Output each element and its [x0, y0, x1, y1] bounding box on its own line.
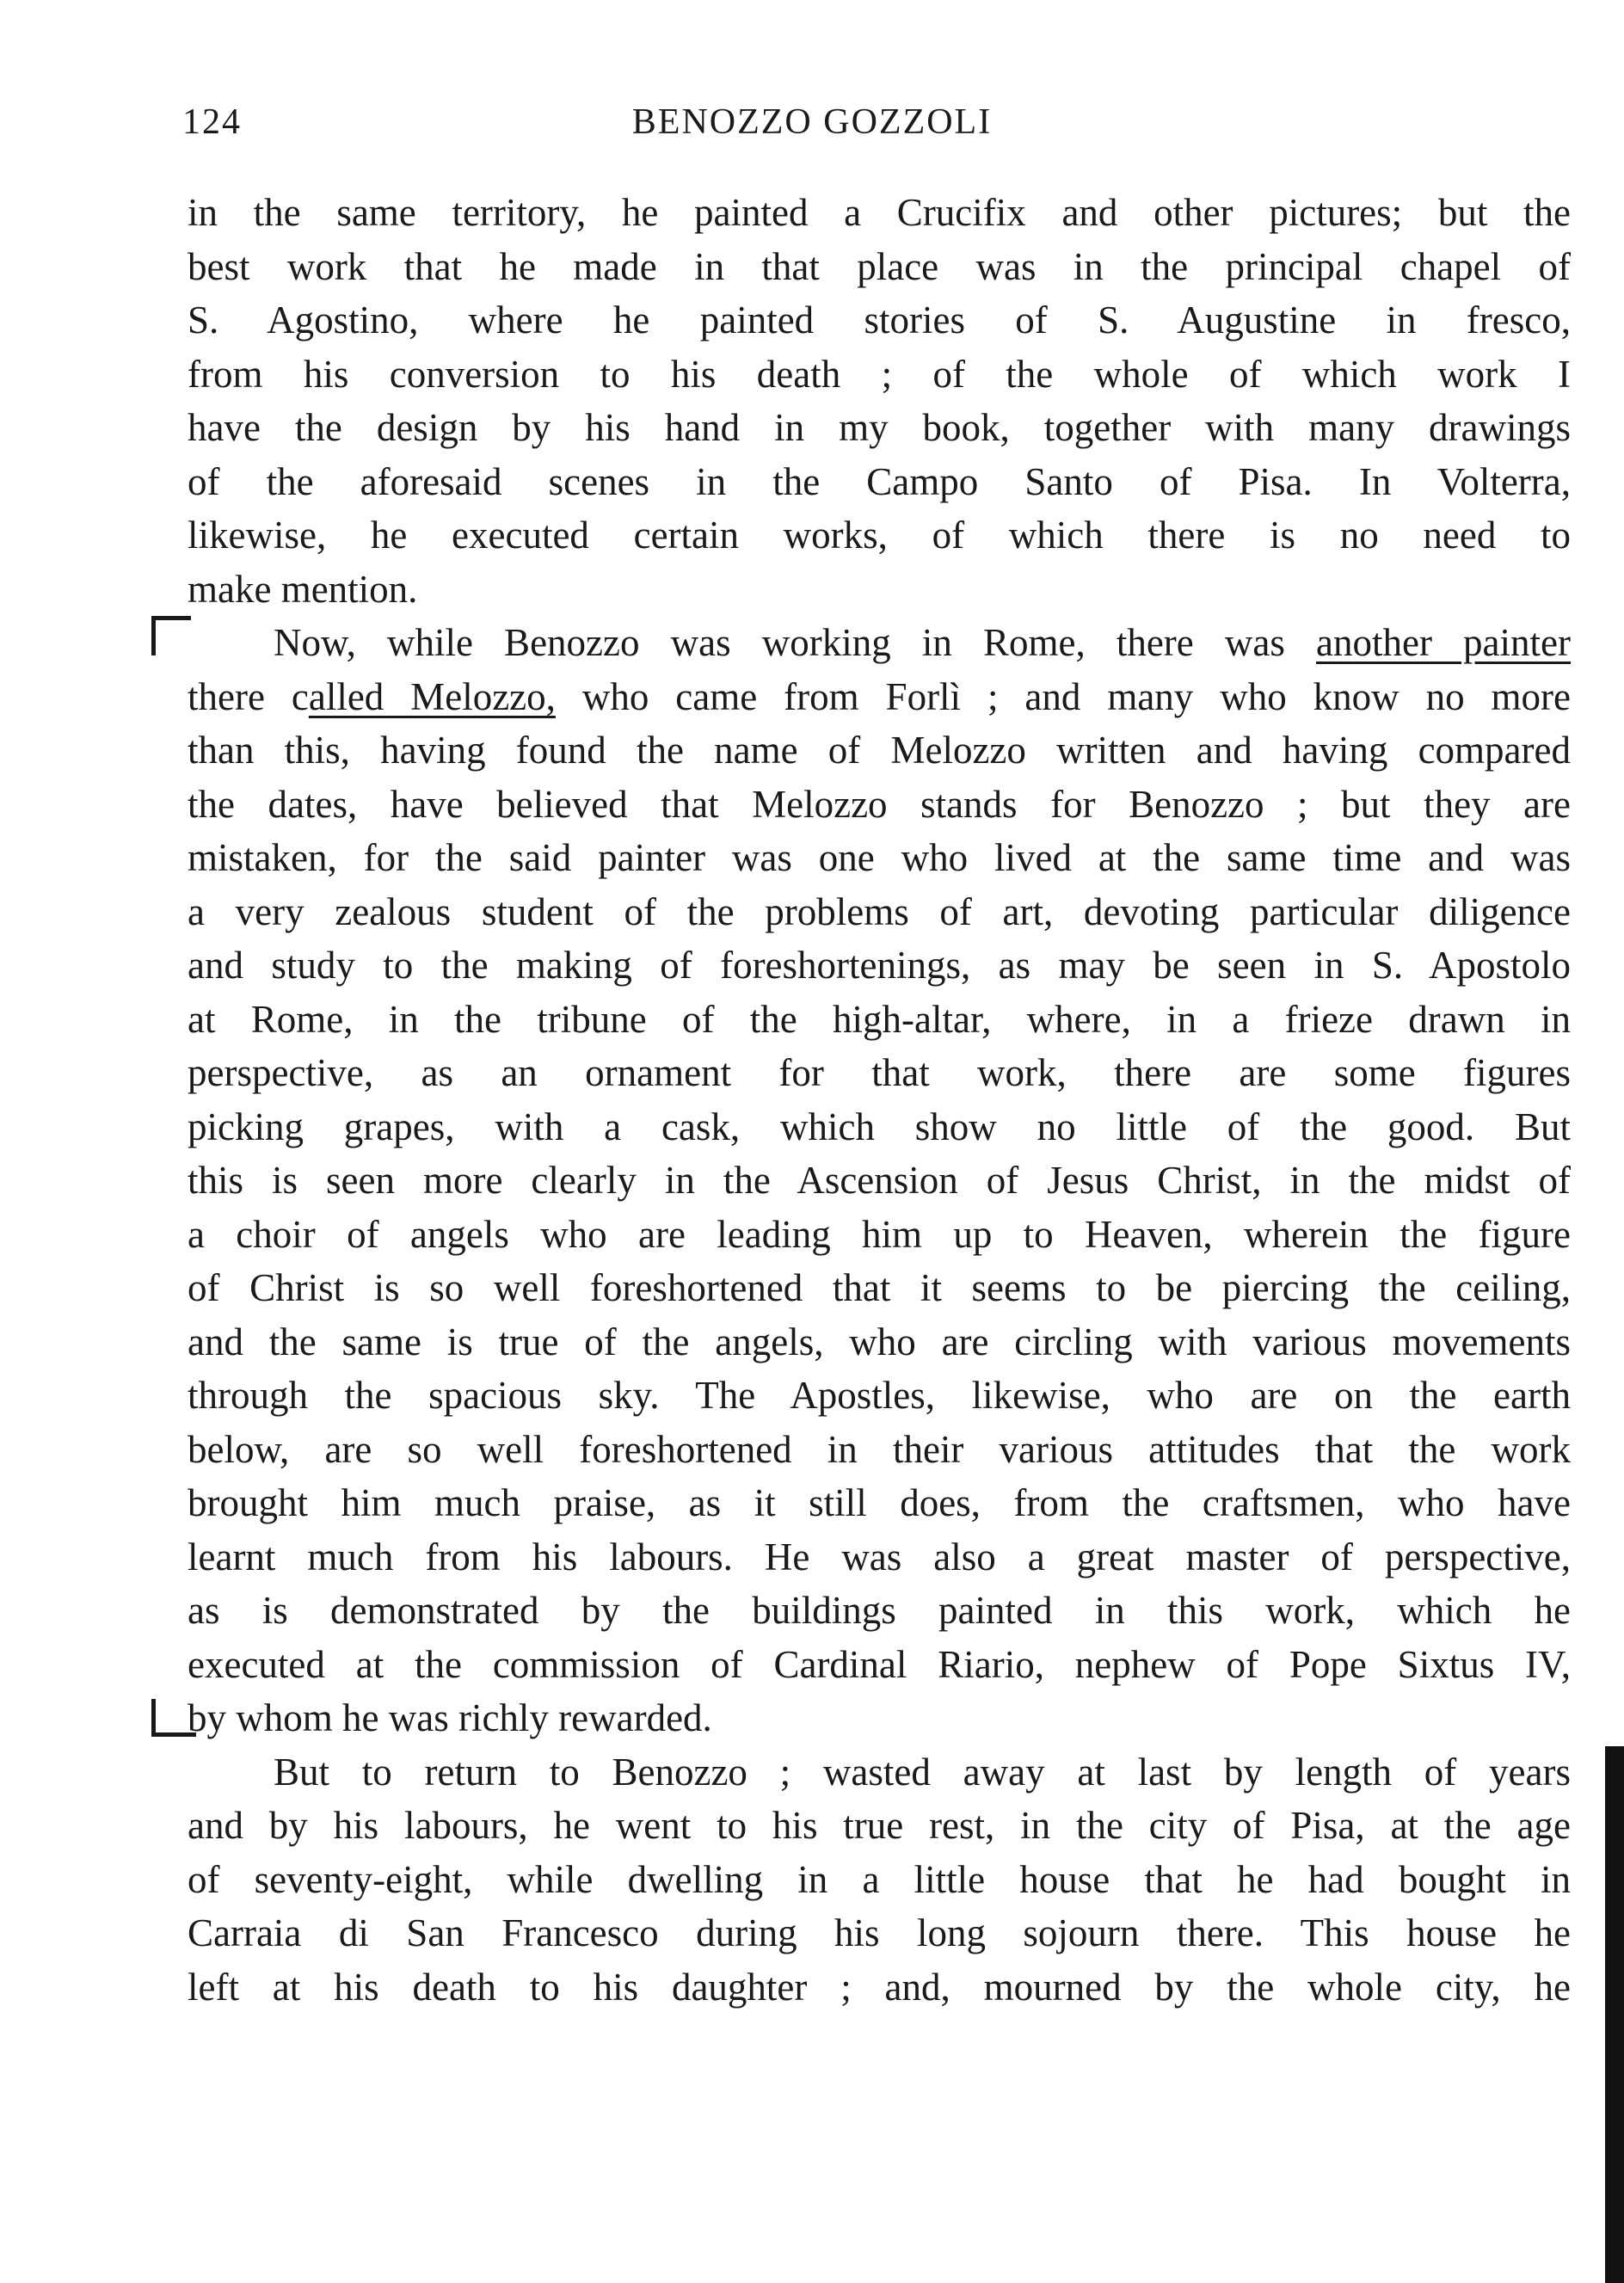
- text-line: than this, having found the name of Melozzo written and having compared: [188, 729, 1571, 772]
- text-line: But to return to Benozzo ; wasted away at last by length of years: [274, 1750, 1571, 1794]
- text-line: as is demonstrated by the buildings painted in this work, which he: [188, 1589, 1571, 1632]
- text-line: a very zealous student of the problems of art, devoting particular diligence: [188, 889, 1571, 933]
- text-line: and by his labours, he went to his true rest, in the city of Pisa, at the age: [188, 1804, 1571, 1847]
- running-head: BENOZZO GOZZOLI: [631, 102, 993, 142]
- text-line: of Christ is so well foreshortened that it seems to be piercing the ceiling,: [188, 1266, 1571, 1309]
- page-number: 124: [182, 102, 242, 142]
- text-line: mistaken, for the said painter was one who lived at the same time and was: [188, 836, 1571, 879]
- text-line: in the same territory, he painted a Crucifix and other pictures; but the: [188, 191, 1571, 234]
- text-line: likewise, he executed certain works, of which there is no need to: [188, 514, 1571, 557]
- text-line: of the aforesaid scenes in the Campo Santo of Pisa. In Volterra,: [188, 459, 1571, 503]
- text-line: have the design by his hand in my book, together with many drawings: [188, 406, 1571, 449]
- page-header: [0, 102, 1624, 153]
- text-line: and the same is true of the angels, who are circling with various movements: [188, 1320, 1571, 1363]
- text-line: through the spacious sky. The Apostles, likewise, who are on the earth: [188, 1374, 1571, 1417]
- text-line: brought him much praise, as it still does, from the craftsmen, who have: [188, 1481, 1571, 1524]
- text-segment: Now, while Benozzo was working in Rome, there was: [274, 621, 1316, 664]
- text-line: make mention.: [188, 567, 418, 611]
- text-line: below, are so well foreshortened in their various attitudes that the work: [188, 1427, 1571, 1471]
- text-line: from his conversion to his death ; of the whole of which work I: [188, 352, 1571, 396]
- text-line: learnt much from his labours. He was also a great master of perspective,: [188, 1535, 1571, 1578]
- text-line: Carraia di San Francesco during his long sojourn there. This house he: [188, 1911, 1571, 1954]
- underlined-text: another painter: [1316, 621, 1571, 664]
- text-segment: who came from Forlì ; and many who know no more: [555, 674, 1571, 718]
- text-line: picking grapes, with a cask, which show no little of the good. But: [188, 1105, 1571, 1148]
- text-line: and study to the making of foreshortenings, as may be seen in S. Apostolo: [188, 944, 1571, 987]
- margin-bracket-open-mark: [151, 616, 191, 655]
- text-line-annotated: [188, 670, 1571, 724]
- underlined-text: alled Melozzo,: [308, 674, 556, 718]
- text-line: the dates, have believed that Melozzo stands for Benozzo ; but they are: [188, 782, 1571, 826]
- text-line: left at his death to his daughter ; and, mourned by the whole city, he: [188, 1965, 1571, 2009]
- text-line: of seventy-eight, while dwelling in a little house that he had bought in: [188, 1857, 1571, 1901]
- text-line: at Rome, in the tribune of the high-altar, where, in a frieze drawn in: [188, 997, 1571, 1041]
- text-line: this is seen more clearly in the Ascension of Jesus Christ, in the midst of: [188, 1159, 1571, 1202]
- text-line: S. Agostino, where he painted stories of S. Augustine in fresco,: [188, 298, 1571, 342]
- text-line: best work that he made in that place was in the principal chapel of: [188, 244, 1571, 288]
- text-line-annotated: [188, 616, 1571, 670]
- scan-edge-shadow: [1605, 1746, 1624, 2283]
- body-text: [188, 186, 1571, 2014]
- text-line: perspective, as an ornament for that work, there are some figures: [188, 1051, 1571, 1094]
- margin-bracket-close-mark: [151, 1699, 196, 1737]
- text-segment: there c: [188, 674, 309, 718]
- text-line: a choir of angels who are leading him up to Heaven, wherein the figure: [188, 1212, 1571, 1256]
- text-line: executed at the commission of Cardinal Riario, nephew of Pope Sixtus IV,: [188, 1642, 1571, 1686]
- text-line: by whom he was richly rewarded.: [188, 1696, 712, 1739]
